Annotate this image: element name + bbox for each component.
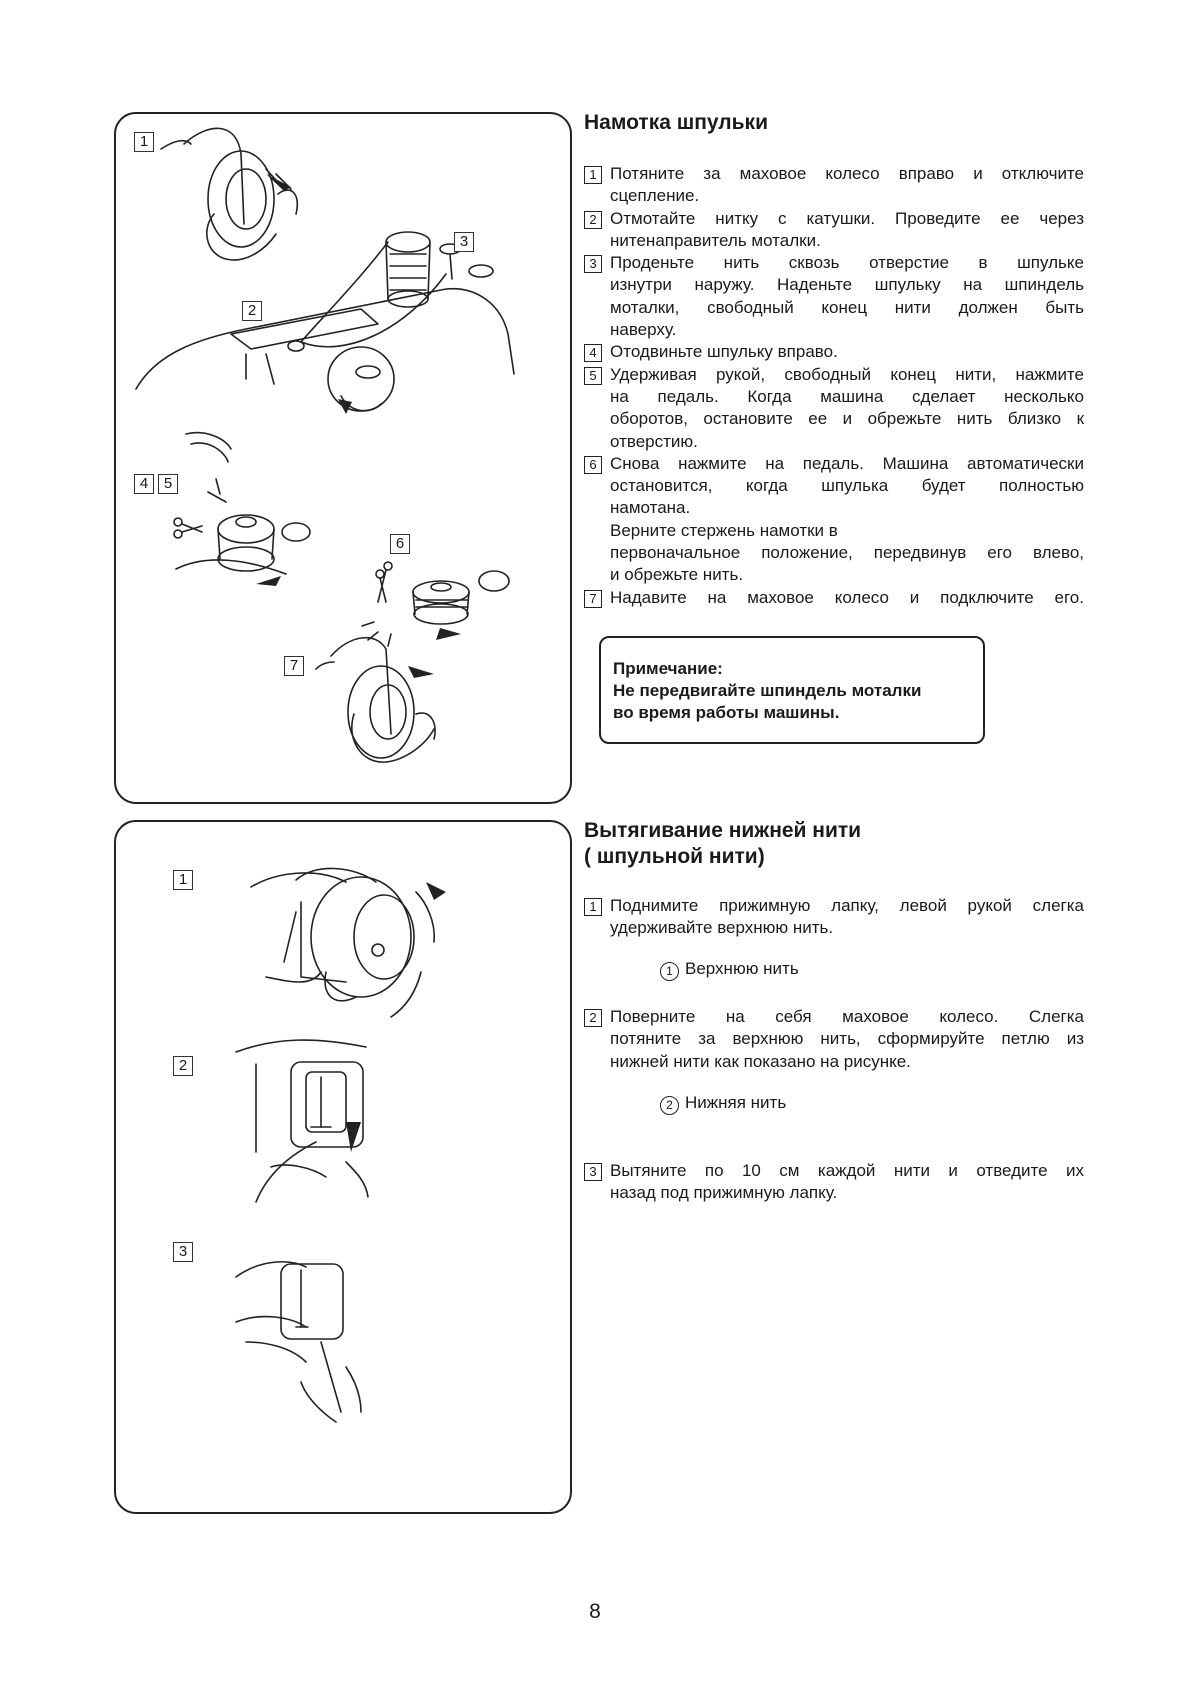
step-5-line-1: Удерживая рукой, свободный конец нити, нажмите xyxy=(610,364,1084,384)
step-number-1: 1 xyxy=(584,166,602,184)
bobbin-cut-thread-figure xyxy=(174,433,310,574)
figure-label-6: 6 xyxy=(390,534,410,554)
figure-label-7: 7 xyxy=(284,656,304,676)
figure-label-3: 3 xyxy=(173,1242,193,1262)
step-6-line-6: и обрежьте нить. xyxy=(610,565,744,585)
note-line-1: Не передвигайте шпиндель моталки xyxy=(613,681,922,700)
step-1-line-1: Потяните за маховое колесо вправо и отключите xyxy=(610,164,1084,183)
step-5-line-2: на педаль. Когда машина сделает несколько xyxy=(610,386,1084,406)
step-6-line-5: первоначальное положение, передвинув его влево, xyxy=(610,543,1084,563)
sub-lower-thread-text: Нижняя нить xyxy=(685,1093,787,1112)
step-number-6: 6 xyxy=(584,456,602,474)
step-5-line-4: отверстию. xyxy=(610,431,698,451)
step-5-line-3: оборотов, остановите ее и обрежьте нить близко к xyxy=(610,409,1084,429)
step-1-line-1: Поднимите прижимную лапку, левой рукой слегка xyxy=(610,896,1084,915)
figure-label-4: 4 xyxy=(134,474,154,494)
lower-thread-step-2 xyxy=(584,1006,1084,1073)
step-7-line-1: Надавите на маховое колесо и подключите его. xyxy=(610,587,1084,607)
lower-thread-loop-figure xyxy=(236,1040,368,1202)
section-title-lower-thread xyxy=(584,818,861,870)
step-3-line-2: изнутри наружу. Наденьте шпульку на шпиндель xyxy=(610,275,1084,295)
section-title-line-2: ( шпульной нити) xyxy=(584,845,765,868)
step-2 xyxy=(584,208,1084,253)
step-4-line-1: Отодвиньте шпульку вправо. xyxy=(610,342,838,362)
step-7 xyxy=(584,587,1084,609)
step-2-line-1: Поверните на себя маховое колесо. Слегка xyxy=(610,1007,1084,1026)
lower-thread-step-3 xyxy=(584,1160,1084,1205)
page-number: 8 xyxy=(589,1600,601,1623)
step-1-line-2: удерживайте верхнюю нить. xyxy=(610,918,834,938)
hold-upper-thread-figure xyxy=(251,868,434,1017)
pull-threads-figure xyxy=(236,1262,361,1422)
slide-right-arrow-icon xyxy=(256,576,281,586)
bobbin-winding-steps xyxy=(584,163,1084,609)
note-box xyxy=(599,636,985,744)
illustration-panel-bobbin-winding xyxy=(114,112,572,804)
step-3-line-3: моталки, свободный конец нити должен быть xyxy=(610,297,1084,317)
lower-thread-step-1 xyxy=(584,895,1084,940)
step-2-line-2: потяните за верхнюю нить, сформируйте петлю из xyxy=(610,1029,1084,1049)
step-5 xyxy=(584,364,1084,453)
sub-lower-thread xyxy=(660,1092,786,1115)
step-number-4: 4 xyxy=(584,344,602,362)
note-line-2: во время работы машины. xyxy=(613,703,840,722)
step-number-1: 1 xyxy=(584,898,602,916)
step-number-5: 5 xyxy=(584,367,602,385)
note-title: Примечание: xyxy=(613,659,723,678)
slide-left-arrow-icon xyxy=(436,628,461,640)
step-2-line-3: нижней нити как показано на рисунке. xyxy=(610,1051,911,1071)
figure-label-2: 2 xyxy=(173,1056,193,1076)
step-3 xyxy=(584,252,1084,341)
step-4 xyxy=(584,341,1084,363)
step-3 xyxy=(584,1160,1084,1205)
step-3-line-1: Вытяните по 10 см каждой нити и отведите их xyxy=(610,1161,1084,1180)
step-6-line-2: остановится, когда шпулька будет полностью xyxy=(610,476,1084,496)
step-6-line-4: Верните стержень намотки в xyxy=(610,520,838,540)
step-2-line-1: Отмотайте нитку с катушки. Проведите ее через xyxy=(610,208,1084,228)
turn-wheel-arrow-icon xyxy=(426,882,446,900)
handwheel-push-figure xyxy=(316,638,435,762)
step-3-line-4: наверху. xyxy=(610,320,677,340)
section-title-bobbin-winding: Намотка шпульки xyxy=(584,111,768,134)
step-3-line-1: Проденьте нить сквозь отверстие в шпульке xyxy=(610,253,1084,273)
step-6-line-1: Снова нажмите на педаль. Машина автоматически xyxy=(610,453,1084,473)
bobbin-full-figure xyxy=(362,562,509,646)
bobbin-winding-illustrations xyxy=(116,114,570,802)
step-2-line-2: нитенаправитель моталки. xyxy=(610,230,821,250)
figure-label-1: 1 xyxy=(173,870,193,890)
step-6 xyxy=(584,453,1084,587)
sub-upper-thread-text: Верхнюю нить xyxy=(685,959,799,978)
figure-label-2: 2 xyxy=(242,301,262,321)
step-number-2: 2 xyxy=(584,1009,602,1027)
step-number-2: 2 xyxy=(584,211,602,229)
step-number-3: 3 xyxy=(584,255,602,273)
machine-top-figure xyxy=(136,232,514,411)
step-1-line-2: сцепление. xyxy=(610,186,700,206)
step-3-line-2: назад под прижимную лапку. xyxy=(610,1183,838,1203)
section-title-line-1: Вытягивание нижней нити xyxy=(584,819,862,842)
lower-thread-illustrations xyxy=(116,822,570,1512)
figure-label-1: 1 xyxy=(134,132,154,152)
figure-label-5: 5 xyxy=(158,474,178,494)
step-1 xyxy=(584,895,1084,940)
step-number-7: 7 xyxy=(584,590,602,608)
push-arrow-icon xyxy=(408,666,434,678)
step-6-line-3: намотана. xyxy=(610,498,691,518)
step-1 xyxy=(584,163,1084,208)
handwheel-pull-figure xyxy=(161,128,297,260)
illustration-panel-lower-thread xyxy=(114,820,572,1514)
sub-upper-thread xyxy=(660,958,799,981)
circled-number-1: 1 xyxy=(660,962,679,981)
figure-label-3: 3 xyxy=(454,232,474,252)
step-2 xyxy=(584,1006,1084,1073)
step-number-3: 3 xyxy=(584,1163,602,1181)
circled-number-2: 2 xyxy=(660,1096,679,1115)
